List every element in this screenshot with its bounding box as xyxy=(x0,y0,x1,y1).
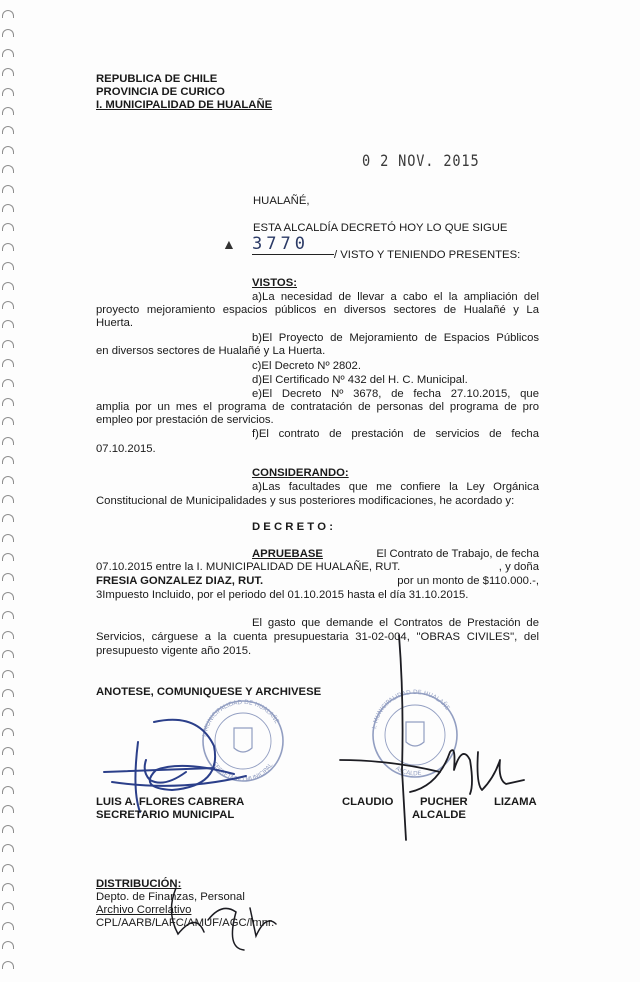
mayor-first-name: CLAUDIO xyxy=(342,796,394,808)
gasto-line2: Servicios, cárguese a la cuenta presupuestaria 31-02-004, "OBRAS CIVILES", del xyxy=(96,631,539,643)
distribution-line1: Depto. de Finanzas, Personal xyxy=(96,891,245,903)
gasto-line3: presupuesto vigente año 2015. xyxy=(96,645,252,657)
vistos-e-line2: amplia por un mes el programa de contratación de personas del programa de pro xyxy=(96,401,539,413)
svg-text:I. MUNICIPALIDAD DE HUALAÑE xyxy=(201,699,280,737)
approve-keyword: APRUEBASE xyxy=(252,548,323,560)
vistos-b-line2: en diversos sectores de Hualañé y La Huerta. xyxy=(96,345,326,357)
date-stamp: 0 2 NOV. 2015 xyxy=(362,151,480,170)
right-seal-top-text: I. MUNICIPALIDAD DE HUALAÑE xyxy=(371,688,451,730)
visto-line: / VISTO Y TENIENDO PRESENTES: xyxy=(334,249,521,261)
secretary-name: LUIS A. FLORES CABRERA xyxy=(96,796,245,808)
svg-text:I. MUNICIPALIDAD DE HUALAÑE xyxy=(371,689,451,729)
vistos-c: c)El Decreto Nº 2802. xyxy=(252,360,361,372)
approve-rest: El Contrato de Trabajo, de fecha xyxy=(376,548,539,560)
gasto-line1: El gasto que demande el Contratos de Prestación de xyxy=(252,617,539,629)
secretary-title: SECRETARIO MUNICIPAL xyxy=(96,809,235,821)
amount-text: por un monto de $110.000.-, xyxy=(397,575,539,587)
svg-text:SECRETARIO MUNICIPAL xyxy=(211,761,275,784)
right-seal-bottom-text: ALCALDE xyxy=(394,765,422,778)
mayor-surname-1: PUCHER xyxy=(420,796,468,808)
decreto-line2-end: , y doña xyxy=(498,561,539,573)
header-municipality: I. MUNICIPALIDAD DE HUALAÑE xyxy=(96,99,273,111)
vistos-f-line1: f)El contrato de prestación de servicios de fecha xyxy=(252,428,539,440)
decree-number: 3770 xyxy=(252,234,334,255)
distribution-line3: CPL/AARB/LAFC/AMUF/AGC/lmnr. xyxy=(96,917,275,929)
left-seal-top-text: I. MUNICIPALIDAD DE HUALAÑE xyxy=(201,698,281,738)
beneficiary-name: FRESIA GONZALEZ DIAZ, RUT. xyxy=(96,575,264,587)
vistos-a-line2: proyecto mejoramiento espacios públicos en diversos sectores de Hualañé y La xyxy=(96,304,539,316)
vistos-a-line1: a)La necesidad de llevar a cabo el la ampliación del xyxy=(252,291,539,303)
decreto-line2-start: 07.10.2015 entre la I. MUNICIPALIDAD DE HUALAÑE, RUT. xyxy=(96,561,401,573)
vistos-a-line3: Huerta. xyxy=(96,317,134,329)
vistos-e-line1: e)El Decreto Nº 3678, de fecha 27.10.2015, que xyxy=(252,388,539,400)
closing-line: ANOTESE, COMUNIQUESE Y ARCHIVESE xyxy=(96,686,322,698)
header-republic: REPUBLICA DE CHILE xyxy=(96,73,218,85)
distribution-line2: Archivo Correlativo xyxy=(96,904,192,916)
vistos-d: d)El Certificado Nº 432 del H. C. Municipal. xyxy=(252,374,468,386)
stamp-mark-icon: ▲ xyxy=(222,236,236,252)
mayor-surname-2: LIZAMA xyxy=(494,796,537,808)
intro-line: ESTA ALCALDÍA DECRETÓ HOY LO QUE SIGUE xyxy=(253,222,508,234)
header-province: PROVINCIA DE CURICO xyxy=(96,86,225,98)
vistos-b-line1: b)El Proyecto de Mejoramiento de Espacios Públicos xyxy=(252,332,539,344)
mayor-title: ALCALDE xyxy=(412,809,466,821)
left-seal-bottom-text: SECRETARIO MUNICIPAL xyxy=(210,760,275,784)
place-line: HUALAÑÉ, xyxy=(253,195,310,207)
vistos-e-line3: empleo por prestación de servicios. xyxy=(96,414,274,426)
decreto-heading: D E C R E T O : xyxy=(252,521,333,533)
left-seal xyxy=(201,699,283,783)
considerando-heading: CONSIDERANDO: xyxy=(252,467,349,479)
decreto-line4: 3Impuesto Incluido, por el periodo del 01.10.2015 hasta el día 31.10.2015. xyxy=(96,589,469,601)
considerando-a-line2: Constitucional de Municipalidades y sus posteriores modificaciones, he acordado y: xyxy=(96,495,515,507)
vistos-f-line2: 07.10.2015. xyxy=(96,443,156,455)
distribution-heading: DISTRIBUCIÓN: xyxy=(96,878,182,890)
considerando-a-line1: a)Las facultades que me confiere la Ley Orgánica xyxy=(252,481,539,493)
vistos-heading: VISTOS: xyxy=(252,277,297,289)
